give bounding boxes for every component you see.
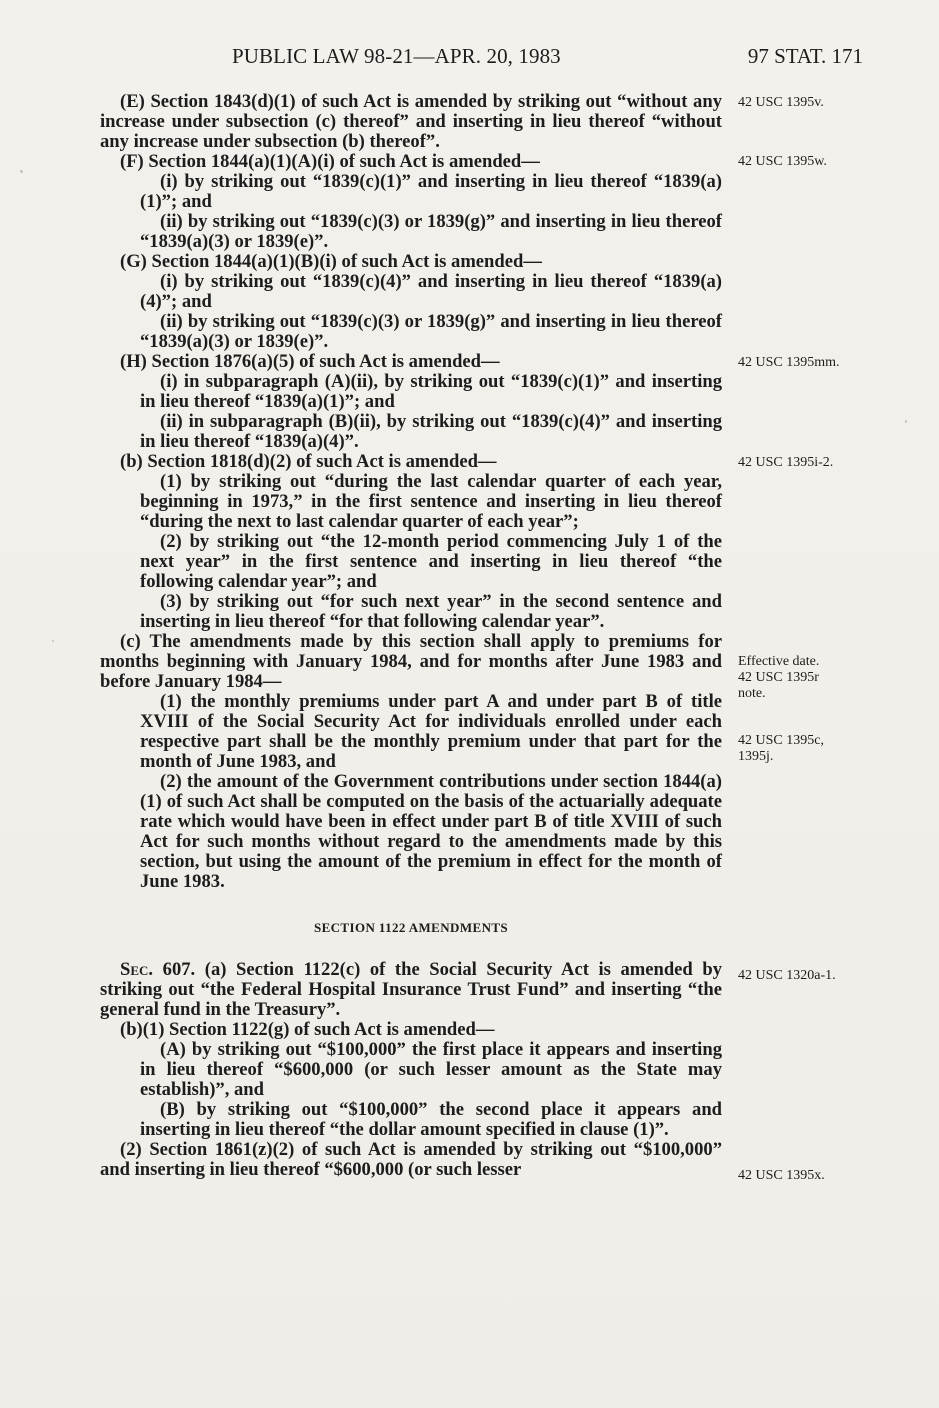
clause-H-i: (i) in subparagraph (A)(ii), by striking out “1839(c)(1)” and inserting in lieu thereof “1839(a)(1)”; and [140,371,722,412]
subsection-b-1: (b)(1) Section 1122(g) of such Act is amended— [120,1019,495,1040]
section-607-a [100,960,722,1020]
page-title: PUBLIC LAW 98-21—APR. 20, 1983 [232,44,561,68]
law-text [100,92,722,1180]
clause-c-2: (2) the amount of the Government contributions under section 1844(a)(1) of such Act shall be computed on the basis of the actuarially adequate rate which would have been in effect under part B of title XVIII of such Act for such months without regard to the amendments made by this section, but using the amount of the premium in effect for the month of June 1983. [140,771,722,892]
clause-F-i: (i) by striking out “1839(c)(1)” and inserting in lieu thereof “1839(a)(1)”; and [140,171,722,212]
clause-b-1: (1) by striking out “during the last calendar quarter of each year, beginning in 1973,” in the first sentence and inserting in lieu thereof “during the next to last calendar quarter of each year”; [140,471,722,532]
margin-note-1395w: 42 USC 1395w. [738,154,827,169]
scan-speck [905,420,907,423]
paragraph-F: (F) Section 1844(a)(1)(A)(i) of such Act is amended— [120,151,540,172]
clause-G-i: (i) by striking out “1839(c)(4)” and inserting in lieu thereof “1839(a)(4)”; and [140,271,722,312]
section-heading: SECTION 1122 AMENDMENTS [313,920,509,935]
clause-b1-A: (A) by striking out “$100,000” the first place it appears and inserting in lieu thereof “$600,000 (or such lesser amount as the State may establish)”, and [140,1039,722,1100]
clause-b-2: (2) by striking out “the 12-month period commencing July 1 of the next year” in the first sentence and inserting in lieu thereof “the following calendar year”; and [140,531,722,592]
margin-note-1395mm: 42 USC 1395mm. [738,355,840,370]
margin-note-1395i-2: 42 USC 1395i-2. [738,455,834,470]
clause-b1-B: (B) by striking out “$100,000” the second place it appears and inserting in lieu thereof “the dollar amount specified in clause (1)”. [140,1099,722,1140]
scan-speck [20,170,23,173]
paragraph-G: (G) Section 1844(a)(1)(B)(i) of such Act is amended— [120,251,542,272]
paragraph-H: (H) Section 1876(a)(5) of such Act is amended— [120,351,500,372]
margin-note-1395v: 42 USC 1395v. [738,95,824,110]
section-607-a-text: 607. (a) Section 1122(c) of the Social Security Act is amended by striking out “the Federal Hospital Insurance Trust Fund” and inserting “the general fund in the Treasury”. [100,959,722,1020]
margin-note-1395c: 42 USC 1395c, [738,733,824,748]
statute-page-number: 97 STAT. 171 [747,44,863,68]
subsection-b-2: (2) Section 1861(z)(2) of such Act is amended by striking out “$100,000” and inserting in lieu thereof “$600,000 (or such lesser [100,1139,722,1180]
margin-note-1395j: 1395j. [738,749,774,764]
subsection-c: (c) The amendments made by this section shall apply to premiums for months beginning with January 1984, and for months after June 1983 and before January 1984— [100,631,722,692]
clause-H-ii: (ii) in subparagraph (B)(ii), by striking out “1839(c)(4)” and inserting in lieu thereof “1839(a)(4)”. [140,411,722,452]
section-label: Sec. [120,959,154,980]
clause-F-ii: (ii) by striking out “1839(c)(3) or 1839(g)” and inserting in lieu thereof “1839(a)(3) or 1839(e)”. [140,211,722,252]
margin-note-effective-date: Effective date. [738,654,820,669]
paragraph-E: (E) Section 1843(d)(1) of such Act is amended by striking out “without any increase under subsection (c) thereof” and inserting in lieu thereof “without any increase under subsection (b) thereof”. [100,91,722,152]
clause-c-1: (1) the monthly premiums under part A and under part B of title XVIII of the Social Security Act for individuals enrolled under each respective part shall be the monthly premium under that part for the month of June 1983, and [140,691,722,772]
margin-note-1395x: 42 USC 1395x. [738,1168,825,1183]
clause-b-3: (3) by striking out “for such next year” in the second sentence and inserting in lieu thereof “for that following calendar year”. [140,591,722,632]
scan-speck [52,640,54,642]
page-header [100,44,865,74]
margin-note-1320a-1: 42 USC 1320a-1. [738,968,836,983]
margin-note-1395r: 42 USC 1395r [738,670,819,685]
clause-G-ii: (ii) by striking out “1839(c)(3) or 1839(g)” and inserting in lieu thereof “1839(a)(3) or 1839(e)”. [140,311,722,352]
margin-note-note: note. [738,686,766,701]
subsection-b: (b) Section 1818(d)(2) of such Act is amended— [120,451,497,472]
